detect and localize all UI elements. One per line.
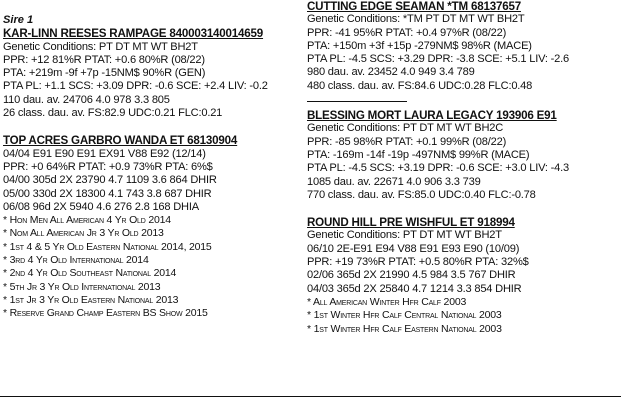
cow-heading: TOP ACRES GARBRO WANDA ET 68130904: [3, 134, 238, 148]
animal-heading: CUTTING EDGE SEAMAN *TM 68137657: [307, 0, 521, 13]
left-column: [3, 0, 299, 321]
sire-line: PTA PL: +1.1 SCS: +3.09 DPR: -0.6 SCE: +2.4 LIV: -0.2: [3, 80, 268, 93]
animal-line: 980 dau. av. 23452 4.0 949 3.4 789: [307, 66, 475, 79]
animal-line: 04/03 365d 2X 25840 4.7 1214 3.3 854 DHIR: [307, 282, 522, 295]
sire-line: 110 dau. av. 24706 4.0 978 3.3 805: [3, 93, 170, 106]
sire-line: PTA: +219m -9f +7p -15NM$ 90%R (GEN): [3, 67, 206, 80]
animal-line: PPR: -41 95%R PTAT: +0.4 97%R (08/22): [307, 26, 507, 39]
award-item: * Hon Men All American 4 Yr Old 2014: [3, 214, 171, 227]
sire-heading: KAR-LINN REESES RAMPAGE 840003140014659: [3, 27, 264, 41]
section-divider: [307, 101, 407, 102]
animal-line: PTA PL: -4.5 SCS: +3.19 DPR: -0.6 SCE: +3.0 LIV: -4.3: [307, 162, 569, 175]
award-item: * All American Winter Hfr Calf 2003: [307, 295, 467, 308]
award-item: * 2nd 4 Yr Old Southeast National 2014: [3, 267, 177, 280]
right-column: [307, 0, 612, 336]
animal-line: 06/10 2E-E91 E94 V88 E91 E93 E90 (10/09): [307, 242, 520, 255]
award-item: * Nom All American Jr 3 Yr Old 2013: [3, 227, 164, 240]
award-item: * 1st 4 & 5 Yr Old Eastern National 2014, 2015: [3, 240, 212, 253]
animal-line: PPR: -85 98%R PTAT: +0.1 99%R (08/22): [307, 135, 507, 148]
cow-line: 04/00 305d 2X 23790 4.7 1109 3.6 864 DHIR: [3, 174, 217, 187]
animal-line: 480 class. dau. av. FS:84.6 UDC:0.28 FLC:0.48: [307, 79, 533, 92]
award-item: * 1st Winter Hfr Calf Eastern National 2003: [307, 322, 502, 335]
animal-line: PTA PL: -4.5 SCS: +3.29 DPR: -3.8 SCE: +5.1 LIV: -2.6: [307, 53, 569, 66]
award-item: * Reserve Grand Champ Eastern BS Show 2015: [3, 307, 208, 320]
award-item: * 3rd 4 Yr Old International 2014: [3, 254, 149, 267]
sire-line: 26 class. dau. av. FS:82.9 UDC:0.21 FLC:0.21: [3, 107, 223, 120]
sire-label: Sire 1: [3, 14, 34, 26]
cow-line: PPR: +0 64%R PTAT: +0.9 73%R PTA: 6%$: [3, 160, 213, 173]
cow-line: 06/08 96d 2X 5940 4.6 276 2.8 168 DHIA: [3, 200, 199, 213]
award-item: * 1st Jr 3 Yr Old Eastern National 2013: [3, 293, 179, 306]
cow-line: 05/00 330d 2X 18300 4.1 743 3.8 687 DHIR: [3, 187, 212, 200]
sire-line: PPR: +12 81%R PTAT: +0.6 80%R (08/22): [3, 53, 205, 66]
animal-line: Genetic Conditions: PT DT MT WT BH2T: [307, 229, 502, 242]
award-item: * 5th Jr 3 Yr Old International 2013: [3, 280, 161, 293]
animal-line: 02/06 365d 2X 21990 4.5 984 3.5 767 DHIR: [307, 269, 516, 282]
award-item: * 1st Winter Hfr Calf Central National 2003: [307, 309, 502, 322]
animal-heading: ROUND HILL PRE WISHFUL ET 918994: [307, 216, 515, 230]
animal-line: PTA: +150m +3f +15p -279NM$ 98%R (MACE): [307, 39, 532, 52]
animal-line: PPR: +19 73%R PTAT: +0.5 80%R PTA: 32%$: [307, 256, 529, 269]
animal-line: 770 class. dau. av. FS:85.0 UDC:0.40 FLC:-0.78: [307, 188, 536, 201]
sire-line: Genetic Conditions: PT DT MT WT BH2T: [3, 40, 198, 53]
cow-line: 04/04 E91 E90 E91 EX91 V88 E92 (12/14): [3, 147, 206, 160]
bottom-rule: [0, 396, 621, 397]
animal-line: Genetic Conditions: *TM PT DT MT WT BH2T: [307, 13, 525, 26]
animal-line: Genetic Conditions: PT DT MT WT BH2C: [307, 122, 504, 135]
animal-line: 1085 dau. av. 22671 4.0 906 3.3 739: [307, 175, 481, 188]
animal-line: PTA: -169m -14f -19p -497NM$ 99%R (MACE): [307, 148, 530, 161]
animal-heading: BLESSING MORT LAURA LEGACY 193906 E91: [307, 109, 557, 123]
